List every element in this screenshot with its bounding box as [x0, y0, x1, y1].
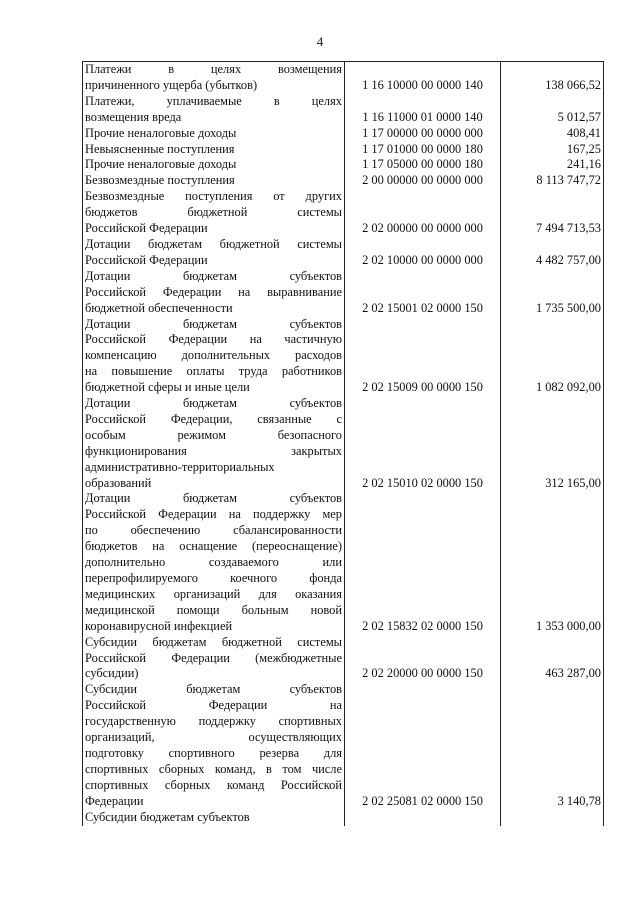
- classification-code: 2 02 15010 02 0000 150: [345, 396, 501, 491]
- classification-code: 2 02 25081 02 0000 150: [345, 682, 501, 809]
- revenue-name-line: по обеспечению сбалансированности: [85, 523, 342, 538]
- revenue-name-line: особым режимом безопасного: [85, 427, 342, 442]
- revenue-name-line: компенсацию дополнительных расходов: [85, 348, 342, 363]
- classification-code: 2 02 10000 00 0000 000: [345, 237, 501, 269]
- revenue-name-line: государственную поддержку спортивных: [85, 714, 342, 729]
- revenue-name-line: субсидии): [85, 666, 139, 681]
- revenue-name: [83, 317, 345, 397]
- classification-code: 2 02 00000 00 0000 000: [345, 189, 501, 237]
- revenue-name-line: Федерации: [85, 793, 144, 808]
- revenue-name-line: бюджетной обеспеченности: [85, 300, 233, 315]
- table-row: [83, 126, 604, 142]
- revenue-name-line: Дотации бюджетам субъектов: [85, 396, 342, 411]
- table-row: [83, 142, 604, 158]
- revenue-name-line: коронавирусной инфекцией: [85, 618, 233, 633]
- revenue-name: [83, 682, 345, 809]
- page-number: 4: [316, 34, 324, 49]
- table-row: [83, 491, 604, 634]
- amount-value: 5 012,57: [501, 94, 604, 126]
- table-row: [83, 94, 604, 126]
- revenue-name: [83, 810, 345, 826]
- classification-code: 1 16 11000 01 0000 140: [345, 94, 501, 126]
- amount-value: 3 140,78: [501, 682, 604, 809]
- revenue-name-line: Субсидии бюджетам субъектов: [85, 809, 250, 824]
- revenue-name: [83, 237, 345, 269]
- revenue-name-line: административно-территориальных: [85, 459, 275, 474]
- revenue-name: [83, 173, 345, 189]
- revenue-name-line: Российской Федерации: [85, 221, 208, 236]
- amount-value: 1 082 092,00: [501, 317, 604, 397]
- table-row: [83, 810, 604, 826]
- amount-value: 463 287,00: [501, 635, 604, 683]
- revenue-name-line: Прочие неналоговые доходы: [85, 125, 237, 140]
- revenue-name: [83, 142, 345, 158]
- revenue-name-line: Российской Федерации (межбюджетные: [85, 650, 342, 665]
- revenue-name-line: Безвозмездные поступления от других: [85, 189, 342, 204]
- revenue-name-line: дополнительно создаваемого или: [85, 555, 342, 570]
- amount-value: 138 066,52: [501, 62, 604, 94]
- revenue-name: [83, 396, 345, 491]
- amount-value: 408,41: [501, 126, 604, 142]
- table-row: [83, 317, 604, 397]
- table-row: [83, 62, 604, 94]
- classification-code: 2 02 15001 02 0000 150: [345, 269, 501, 317]
- revenue-name-line: Безвозмездные поступления: [85, 173, 235, 188]
- classification-code: 1 16 10000 00 0000 140: [345, 62, 501, 94]
- classification-code: [345, 810, 501, 826]
- revenue-name-line: бюджетов на оснащение (переоснащение): [85, 539, 342, 554]
- revenue-name-line: функционирования закрытых: [85, 443, 342, 458]
- table-row: [83, 157, 604, 173]
- revenue-name-line: подготовку спортивного резерва для: [85, 745, 342, 760]
- revenue-name-line: Российской Федерации, связанные с: [85, 411, 342, 426]
- amount-value: 1 353 000,00: [501, 491, 604, 634]
- revenue-name-line: Платежи в целях возмещения: [85, 62, 342, 76]
- revenue-name-line: спортивных сборных команд, в том числе: [85, 761, 342, 776]
- table-row: [83, 635, 604, 683]
- revenue-name: [83, 269, 345, 317]
- amount-value: 167,25: [501, 142, 604, 158]
- classification-code: 2 02 20000 00 0000 150: [345, 635, 501, 683]
- revenue-name-line: Российской Федерации на: [85, 698, 342, 713]
- revenue-name: [83, 94, 345, 126]
- revenue-name-line: возмещения вреда: [85, 109, 182, 124]
- revenue-name-line: спортивных сборных команд Российской: [85, 777, 342, 792]
- revenue-name-line: Невыясненные поступления: [85, 141, 235, 156]
- revenue-name-line: медицинской помощи больным новой: [85, 602, 342, 617]
- revenue-name-line: Российской Федерации: [85, 252, 208, 267]
- revenue-name-line: Дотации бюджетам субъектов: [85, 316, 342, 331]
- classification-code: 2 00 00000 00 0000 000: [345, 173, 501, 189]
- revenue-name: [83, 157, 345, 173]
- revenue-name-line: медицинских организаций для оказания: [85, 586, 342, 601]
- revenue-name-line: причиненного ущерба (убытков): [85, 77, 258, 92]
- revenue-name-line: бюджетной сферы и иные цели: [85, 380, 250, 395]
- table-row: [83, 396, 604, 491]
- revenue-name-line: Субсидии бюджетам субъектов: [85, 682, 342, 697]
- revenue-name-line: Дотации бюджетам субъектов: [85, 491, 342, 506]
- revenue-name: [83, 491, 345, 634]
- classification-code: 2 02 15009 00 0000 150: [345, 317, 501, 397]
- amount-value: 1 735 500,00: [501, 269, 604, 317]
- table-row: [83, 269, 604, 317]
- revenue-name-line: Субсидии бюджетам бюджетной системы: [85, 634, 342, 649]
- revenue-name-line: на повышение оплаты труда работников: [85, 364, 342, 379]
- table-row: [83, 682, 604, 809]
- amount-value: 241,16: [501, 157, 604, 173]
- revenue-name-line: Дотации бюджетам бюджетной системы: [85, 236, 342, 251]
- revenue-name-line: бюджетов бюджетной системы: [85, 205, 342, 220]
- amount-value: 4 482 757,00: [501, 237, 604, 269]
- revenue-name: [83, 62, 345, 94]
- revenue-name-line: Российской Федерации на поддержку мер: [85, 507, 342, 522]
- revenue-name-line: Платежи, уплачиваемые в целях: [85, 93, 342, 108]
- revenue-name-line: организаций, осуществляющих: [85, 730, 342, 745]
- classification-code: 1 17 00000 00 0000 000: [345, 126, 501, 142]
- table-body: [83, 62, 604, 826]
- amount-value: 8 113 747,72: [501, 173, 604, 189]
- amount-value: [501, 810, 604, 826]
- table-row: [83, 237, 604, 269]
- amount-value: 7 494 713,53: [501, 189, 604, 237]
- revenue-name-line: Российской Федерации на частичную: [85, 332, 342, 347]
- revenue-name: [83, 635, 345, 683]
- table-row: [83, 173, 604, 189]
- table-row: [83, 189, 604, 237]
- amount-value: 312 165,00: [501, 396, 604, 491]
- revenue-table: [82, 61, 604, 826]
- revenue-name: [83, 126, 345, 142]
- revenue-name-line: образований: [85, 475, 152, 490]
- revenue-name-line: Прочие неналоговые доходы: [85, 157, 237, 172]
- classification-code: 2 02 15832 02 0000 150: [345, 491, 501, 634]
- revenue-name-line: перепрофилируемого коечного фонда: [85, 571, 342, 585]
- revenue-name: [83, 189, 345, 237]
- revenue-name-line: Российской Федерации на выравнивание: [85, 284, 342, 299]
- classification-code: 1 17 05000 00 0000 180: [345, 157, 501, 173]
- classification-code: 1 17 01000 00 0000 180: [345, 142, 501, 158]
- revenue-name-line: Дотации бюджетам субъектов: [85, 268, 342, 283]
